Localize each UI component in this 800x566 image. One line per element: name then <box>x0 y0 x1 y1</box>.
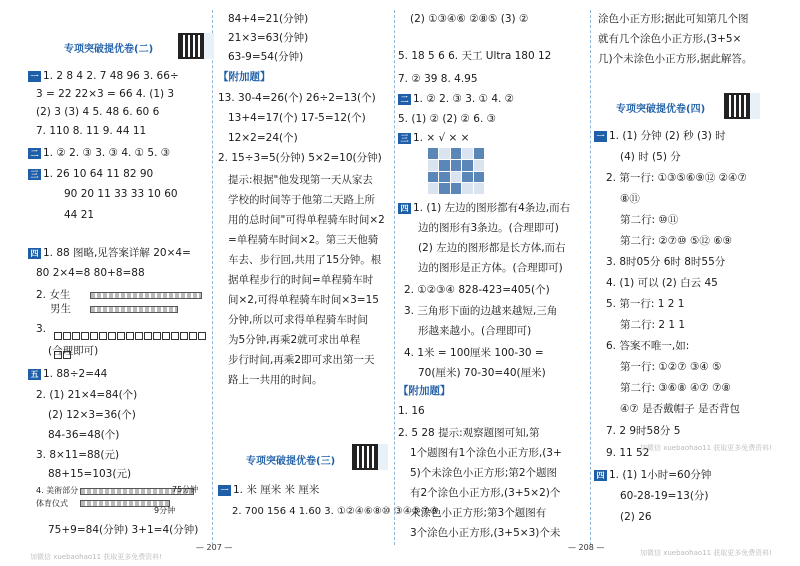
answer-line: 2. ①②③④ 828-423=405(个) <box>404 284 550 296</box>
answer-line: 3. <box>36 323 47 335</box>
extra-questions-heading: 【附加题】 <box>398 385 451 397</box>
answer-line: (2) 左边的图形都是长方体,而右 <box>418 242 566 254</box>
qr-code-icon <box>724 93 750 119</box>
answer-line: 84-36=48(个) <box>48 429 120 441</box>
hint-line: 分钟,所以可求得单程骑车时间 <box>228 314 368 326</box>
answer-line: ④⑦ 是否戴帽子 是否背包 <box>620 403 741 415</box>
section-marker-icon: 一 <box>218 485 231 496</box>
page-number-left: — 207 — <box>196 543 233 552</box>
answer-line: 90 20 11 33 33 10 60 <box>64 188 178 200</box>
hint-line: 提示:根据"他发现第一天从家去 <box>228 174 373 186</box>
answer-line: 12×2=24(个) <box>228 132 298 144</box>
hint-line: 学校的时间等于他第二天路上所 <box>228 194 375 206</box>
answer-line: 2. 女生 <box>36 289 71 301</box>
answer-line: (2) 3 (3) 4 5. 48 6. 60 6 <box>36 106 160 118</box>
answer-line: 80 2×4=8 80+8=88 <box>36 267 145 279</box>
answer-line: 边的图形是正方体。(合理即可) <box>418 262 563 274</box>
hint-line: 涂色小正方形;据此可知第几个图 <box>598 13 749 25</box>
answer-line: 44 21 <box>64 209 95 221</box>
answer-line: 男生 <box>50 303 71 315</box>
hint-line: =单程骑车时间×2。第三天他骑 <box>228 234 379 246</box>
answer-line: 三 1. 26 10 64 11 82 90 <box>28 167 153 181</box>
answer-line: 3. 8×11=88(元) <box>36 449 120 461</box>
answer-line: 二 1. ② 2. ③ 3. ① 4. ② <box>398 92 514 106</box>
answer-line: 60-28-19=13(分) <box>620 490 709 502</box>
section-header: 专项突破提优卷(二) <box>64 44 154 55</box>
answer-line: 1. 16 <box>398 405 425 417</box>
section-marker-icon: 四 <box>594 470 607 481</box>
answer-line: (2) ①③④⑥ ②⑧⑤ (3) ② <box>410 13 529 25</box>
answer-line: 一 1. 2 8 4 2. 7 48 96 3. 66÷ <box>28 69 179 83</box>
bar-girls <box>90 292 202 299</box>
column-4 <box>594 0 778 566</box>
section-marker-icon: 四 <box>398 203 411 214</box>
watermark: 加微信 xuebaohao11 获取更多免费资料! <box>30 553 163 561</box>
answer-line: (合理即可) <box>48 345 99 357</box>
section-marker-icon: 一 <box>28 71 41 82</box>
answer-line: 五 1. 88÷2=44 <box>28 367 107 381</box>
section-header: 专项突破提优卷(四) <box>616 104 706 115</box>
answer-line: 13+4=17(个) 17-5=12(个) <box>228 112 366 124</box>
answer-line: 75+9=84(分钟) 3+1=4(分钟) <box>48 524 199 536</box>
answer-line: 2. (1) 21×4=84(个) <box>36 389 138 401</box>
answer-line: 3. 三角形下面的边越来越短,三角 <box>404 305 558 317</box>
section-marker-icon: 二 <box>28 148 41 159</box>
hint-line: 间×2,可得单程骑车时间×3=15 <box>228 294 379 306</box>
answer-line: 3. 8时05分 6时 8时55分 <box>606 256 726 268</box>
answer-line: 形越来越小。(合理即可) <box>418 325 532 337</box>
answer-line: (4) 时 (5) 分 <box>620 151 681 163</box>
answer-line: 9. 11 52 <box>606 447 650 459</box>
extra-questions-heading: 【附加题】 <box>218 71 271 83</box>
square-grid-figure <box>428 148 484 194</box>
section-marker-icon: 四 <box>28 248 41 259</box>
answer-line: 第二行: ③⑥⑧ ④⑦ ⑦⑧ <box>620 382 731 394</box>
hint-line: 车去、步行回,共用了15分钟。根 <box>228 254 382 266</box>
answer-line: (2) 12×3=36(个) <box>48 409 136 421</box>
answer-line: 4. 1米 = 100厘米 100-30 = <box>404 347 544 359</box>
answer-line: 第二行: ⑩⑪ <box>620 214 679 226</box>
hint-line: 1个题图有1个涂色小正方形,(3+ <box>410 447 562 459</box>
hint-line: 未涂色小正方形;第3个题图有 <box>410 507 547 519</box>
hint-line: 3个涂色小正方形,(3+5×3)个未 <box>410 527 561 539</box>
answer-line: 三 1. × √ × × <box>398 131 469 145</box>
answer-line: 5. (1) ② (2) ② 6. ③ <box>398 113 497 125</box>
answer-line: 第二行: ②⑦⑩ ⑤⑫ ⑥⑨ <box>620 235 733 247</box>
section-marker-icon: 三 <box>28 169 41 180</box>
hint-line: 几)个未涂色小正方形,据此解答。 <box>598 53 753 65</box>
divider-1 <box>212 10 213 545</box>
answer-line: 一 1. (1) 分钟 (2) 秒 (3) 时 <box>594 129 726 143</box>
hint-line: 据单程步行的时间=单程骑车时 <box>228 274 374 286</box>
answer-line: (2) 26 <box>620 511 652 523</box>
answer-line: 7. ② 39 8. 4.95 <box>398 73 478 85</box>
answer-line: 6. 答案不唯一,如: <box>606 340 690 352</box>
answer-line: 四 1. (1) 1小时=60分钟 <box>594 468 711 482</box>
answer-line: 13. 30-4=26(个) 26÷2=13(个) <box>218 92 376 104</box>
answer-line: 7. 2 9时58分 5 <box>606 425 681 437</box>
divider-3 <box>590 10 591 545</box>
hint-line: 为5分钟,再乘2就可求出单程 <box>228 334 361 346</box>
answer-line: 3 = 22 22×3 = 66 4. (1) 3 <box>36 88 175 100</box>
hint-line: 5)个未涂色小正方形;第2个题图 <box>410 467 557 479</box>
hint-line: 步行时间,再乘2即可求出第一天 <box>228 354 375 366</box>
qr-tag-icon <box>750 93 760 119</box>
answer-line: 2. 5 28 提示:观察题图可知,第 <box>398 427 540 439</box>
answer-line: 5. 18 5 6 6. 天工 Ultra 180 12 <box>398 50 552 62</box>
section-marker-icon: 三 <box>398 133 411 144</box>
answer-line: 9分钟 <box>154 506 176 515</box>
watermark: 加微信 xuebaohao11 获取更多免费资料! <box>640 549 773 557</box>
divider-2 <box>394 10 395 545</box>
answer-line: 2. 第一行: ①③⑤⑥⑨⑫ ②④⑦ <box>606 172 747 184</box>
answer-line: 5. 第一行: 1 2 1 <box>606 298 685 310</box>
hint-line: 路上一共用的时间。 <box>228 374 323 386</box>
answer-line: ⑧⑪ <box>620 193 640 205</box>
qr-code-icon <box>178 33 204 59</box>
answer-line: 二 1. ② 2. ③ 3. ③ 4. ① 5. ③ <box>28 146 170 160</box>
qr-tag-icon <box>204 33 214 59</box>
hint-line: 用的总时间"可得单程骑车时间×2 <box>228 214 385 226</box>
box-row <box>54 325 208 333</box>
qr-code-icon <box>352 444 378 470</box>
answer-line: 63-9=54(分钟) <box>228 51 304 63</box>
page-number-right: — 208 — <box>568 543 605 552</box>
answer-line: 第一行: ①②⑦ ③④ ⑤ <box>620 361 722 373</box>
answer-line: 21×3=63(分钟) <box>228 32 309 44</box>
answer-line: 边的图形有3条边。(合理即可) <box>418 222 559 234</box>
answer-line: 四 1. 88 图略,见答案详解 20×4= <box>28 246 191 260</box>
answer-line: 第二行: 2 1 1 <box>620 319 686 331</box>
watermark: 加微信 xuebaohao11 获取更多免费资料! <box>640 444 773 452</box>
answer-line: 84+4=21(分钟) <box>228 13 309 25</box>
column-3 <box>398 0 586 566</box>
section-header: 专项突破提优卷(三) <box>246 456 336 467</box>
section-marker-icon: 一 <box>594 131 607 142</box>
answer-line: 7. 110 8. 11 9. 44 11 <box>36 125 147 137</box>
answer-line: 2. 15÷3=5(分钟) 5×2=10(分钟) <box>218 152 382 164</box>
answer-line: 88+15=103(元) <box>48 468 132 480</box>
column-1 <box>28 0 208 566</box>
answer-line: 70(厘米) 70-30=40(厘米) <box>418 367 546 379</box>
answer-line: 四 1. (1) 左边的图形都有4条边,而右 <box>398 201 570 215</box>
hint-line: 有2个涂色小正方形,(3+5×2)个 <box>410 487 561 499</box>
answer-line: 4. 美術部分 <box>36 486 79 495</box>
answer-line: 体育仪式 <box>36 499 68 508</box>
answer-line: 2. 700 156 4 1.60 3. ①②④⑥⑧⑩ ③④⑤⑦⑨ <box>232 506 439 517</box>
section-marker-icon: 五 <box>28 369 41 380</box>
section-marker-icon: 二 <box>398 94 411 105</box>
bar-boys <box>90 306 178 313</box>
hint-line: 就有几个涂色小正方形,(3+5× <box>598 33 742 45</box>
answer-line: 一 1. 米 厘米 米 厘米 <box>218 483 319 497</box>
answer-line: 75分钟 <box>172 485 199 494</box>
answer-line: 4. (1) 可以 (2) 白云 45 <box>606 277 718 289</box>
qr-tag-icon <box>378 444 388 470</box>
